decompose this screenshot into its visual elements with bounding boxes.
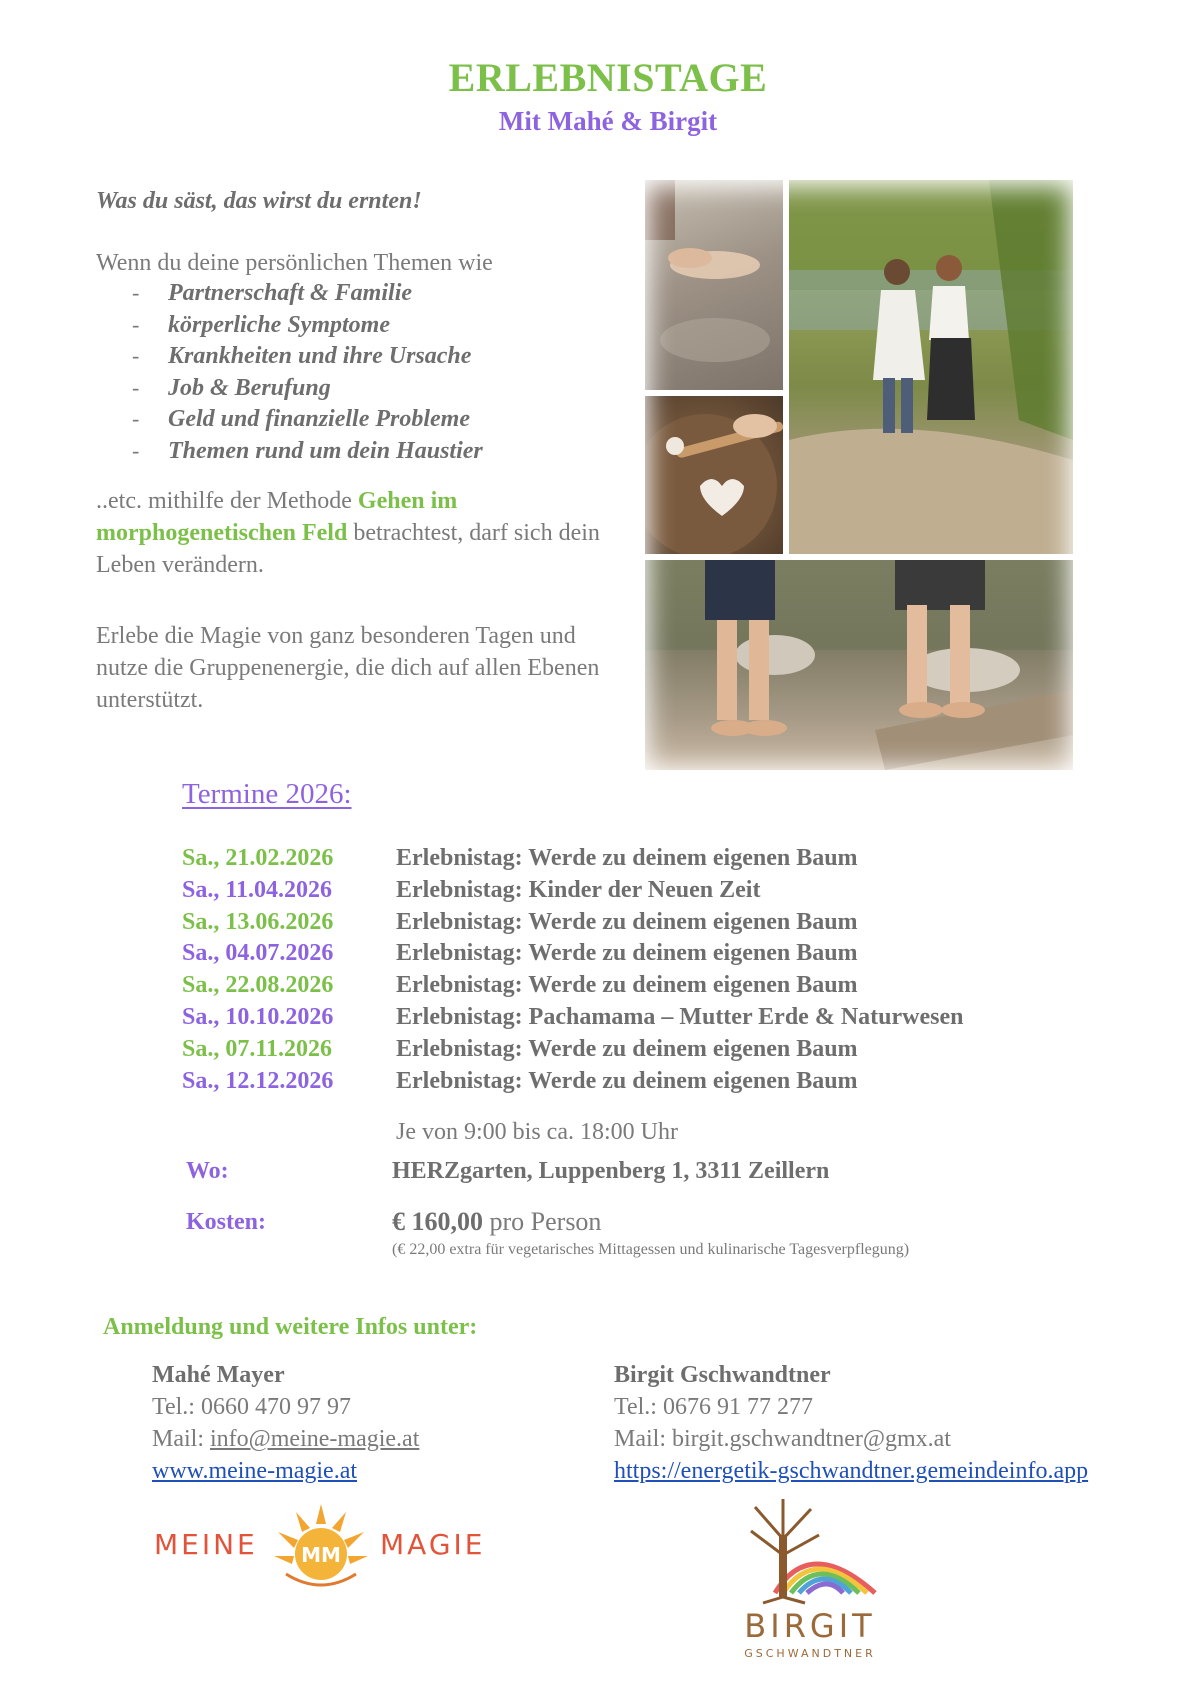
- where-value: HERZgarten, Luppenberg 1, 3311 Zeillern: [392, 1158, 830, 1184]
- contact-name: Birgit Gschwandtner: [614, 1362, 831, 1388]
- contact-mail-line: [152, 1423, 419, 1455]
- page-title: ERLEBNISTAGE: [448, 55, 768, 100]
- topic-label: körperliche Symptome: [168, 311, 390, 338]
- event-title: Erlebnistag: Werde zu deinem eigenen Baum: [396, 908, 858, 935]
- event-title: Erlebnistag: Pachamama – Mutter Erde & Naturwesen: [396, 1003, 964, 1030]
- event-title: Erlebnistag: Kinder der Neuen Zeit: [396, 876, 761, 903]
- logo-word-left: MEINE: [154, 1528, 258, 1561]
- event-title: Erlebnistag: Werde zu deinem eigenen Baum: [396, 845, 858, 871]
- motto: Was du säst, das wirst du ernten!: [96, 188, 422, 214]
- contact-phone: Tel.: 0676 91 77 277: [614, 1394, 813, 1420]
- logo-mark: MM: [301, 1543, 341, 1567]
- website-link[interactable]: https://energetik-gschwandtner.gemeindeinfo.app: [614, 1458, 1089, 1484]
- mail-link[interactable]: info@meine-magie.at: [210, 1426, 420, 1452]
- method-highlight: Gehen im morphogenetischen Feld: [96, 488, 458, 546]
- event-date: Sa., 12.12.2026: [182, 1067, 334, 1094]
- event-title: Erlebnistag: Werde zu deinem eigenen Baum: [396, 940, 858, 967]
- event-date: Sa., 07.11.2026: [182, 1035, 333, 1062]
- topic-label: Krankheiten und ihre Ursache: [168, 343, 472, 370]
- tree-rainbow-logo-icon: [735, 1495, 885, 1605]
- contact-phone: Tel.: 0660 470 97 97: [152, 1394, 351, 1420]
- magic-paragraph: Erlebe die Magie von ganz besonderen Tagen und nutze die Gruppenenergie, die dich auf allen Ebenen unterstützt.: [96, 623, 600, 713]
- cost-unit: pro Person: [483, 1207, 602, 1236]
- event-date: Sa., 13.06.2026: [182, 908, 334, 935]
- sun-logo-icon: [266, 1500, 376, 1592]
- contact-mail-line: Mail: birgit.gschwandtner@gmx.at: [614, 1426, 951, 1452]
- photo-bare-feet: [645, 560, 1073, 770]
- logo-surname: GSCHWANDTNER: [744, 1647, 876, 1660]
- method-pre: ..etc. mithilfe der Methode: [96, 488, 358, 514]
- event-date: Sa., 10.10.2026: [182, 1003, 334, 1030]
- method-paragraph: [96, 485, 616, 581]
- cost-value: [392, 1207, 601, 1237]
- photo-two-women-walking: [789, 180, 1073, 554]
- contact-name: Mahé Mayer: [152, 1362, 285, 1388]
- event-title: Erlebnistag: Werde zu deinem eigenen Baum: [396, 1067, 858, 1094]
- photo-drum: [645, 396, 783, 554]
- event-date: Sa., 21.02.2026: [182, 845, 334, 871]
- meine-magie-logo: [154, 1500, 499, 1592]
- where-label: Wo:: [186, 1158, 229, 1184]
- mail-label: Mail:: [152, 1426, 210, 1452]
- topic-label: Job & Berufung: [168, 374, 331, 401]
- event-time: Je von 9:00 bis ca. 18:00 Uhr: [396, 1119, 678, 1145]
- topic-label: Geld und finanzielle Probleme: [168, 406, 470, 433]
- logo-word-right: MAGIE: [380, 1528, 486, 1561]
- event-title: Erlebnistag: Werde zu deinem eigenen Baum: [396, 1035, 858, 1062]
- topic-label: Partnerschaft & Familie: [168, 280, 413, 306]
- cost-price: € 160,00: [392, 1207, 483, 1236]
- photo-hands-water: [645, 180, 783, 390]
- method-post: betrachtest, darf sich dein Leben verändern.: [96, 520, 600, 578]
- event-date: Sa., 04.07.2026: [182, 940, 334, 967]
- contact-mahe: [152, 1359, 419, 1487]
- event-title: Erlebnistag: Werde zu deinem eigenen Baum: [396, 972, 858, 999]
- intro-lead: Wenn du deine persönlichen Themen wie: [96, 250, 493, 276]
- event-date: Sa., 11.04.2026: [182, 876, 333, 903]
- birgit-logo: [735, 1495, 885, 1675]
- schedule-heading: Termine 2026:: [182, 778, 352, 810]
- contact-birgit: [614, 1359, 1088, 1487]
- event-date: Sa., 22.08.2026: [182, 972, 334, 999]
- page-subtitle: Mit Mahé & Birgit: [498, 106, 718, 136]
- cost-label: Kosten:: [186, 1209, 266, 1235]
- logo-name: BIRGIT: [744, 1607, 876, 1645]
- cost-note: (€ 22,00 extra für vegetarisches Mittagessen und kulinarische Tagesverpflegung): [392, 1241, 910, 1258]
- website-link[interactable]: www.meine-magie.at: [152, 1458, 358, 1484]
- contact-heading: Anmeldung und weitere Infos unter:: [103, 1314, 478, 1340]
- topic-label: Themen rund um dein Haustier: [168, 437, 483, 464]
